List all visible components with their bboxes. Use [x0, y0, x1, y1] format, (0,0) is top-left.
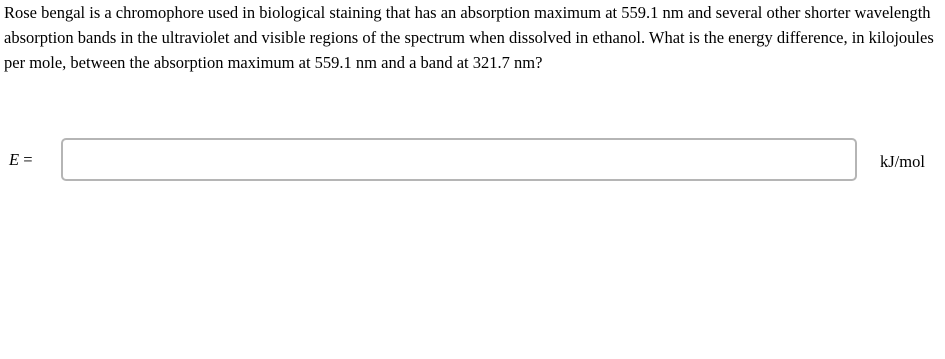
unit-label: kJ/mol: [880, 152, 925, 171]
question-text: Rose bengal is a chromophore used in biological staining that has an absorption maximum at 559.1 nm and several other shorter wavelength absorption bands in the ultraviolet and visible regions of the spectrum when dissolved in ethanol. What is the energy difference, in kilojoules per mole, between the absorption maximum at 559.1 nm and a band at 321.7 nm?: [4, 3, 934, 72]
answer-row: [0, 138, 945, 181]
answer-variable-label: [9, 151, 33, 169]
answer-input[interactable]: [61, 138, 857, 181]
variable-symbol: E: [9, 150, 20, 169]
equals-sign: =: [19, 150, 33, 169]
